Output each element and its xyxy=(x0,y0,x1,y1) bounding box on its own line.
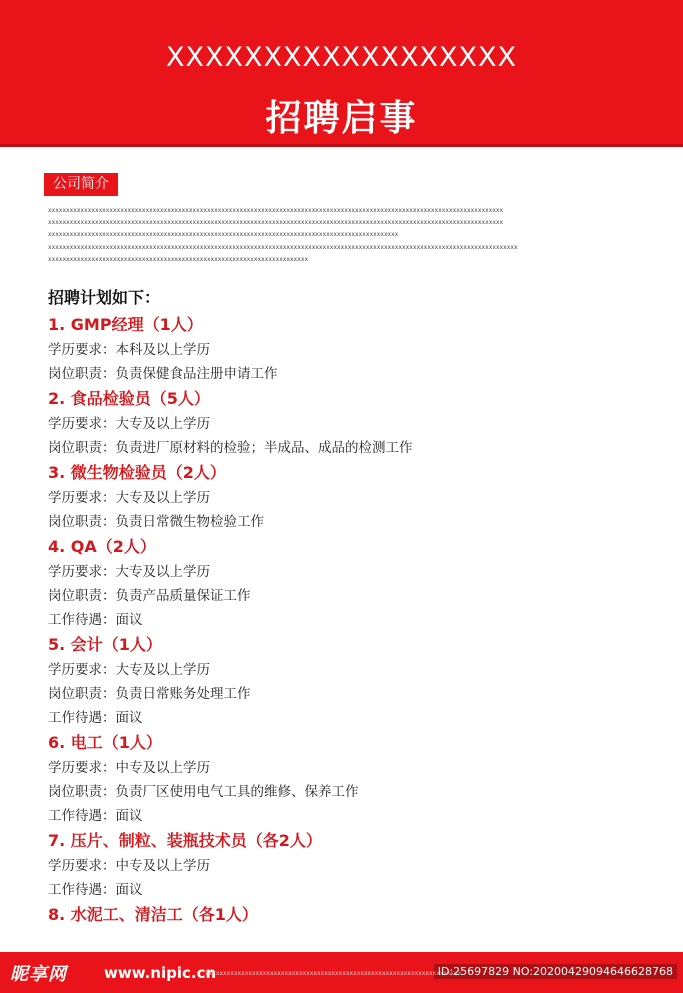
job-detail-line: 岗位职责：负责日常账务处理工作 xyxy=(48,686,251,702)
job-item xyxy=(48,460,658,534)
job-detail-line: 岗位职责：负责日常微生物检验工作 xyxy=(48,514,264,530)
watermark-url: www.nipic.cn xyxy=(104,964,217,982)
footer-watermark-bar xyxy=(0,952,683,993)
job-detail-line: 学历要求：大专及以上学历 xyxy=(48,416,210,432)
job-detail-line: 工作待遇：面议 xyxy=(48,882,143,898)
job-title: 3. 微生物检验员（2人） xyxy=(48,463,226,482)
job-detail-line: 岗位职责：负责产品质量保证工作 xyxy=(48,588,251,604)
job-item xyxy=(48,828,658,902)
job-item xyxy=(48,534,658,632)
job-item xyxy=(48,386,658,460)
job-title: 7. 压片、制粒、装瓶技术员（各2人） xyxy=(48,831,322,850)
job-title: 4. QA（2人） xyxy=(48,537,156,556)
image-id-label: ID:25697829 NO:20200429094646628768 xyxy=(434,964,677,979)
job-item xyxy=(48,632,658,730)
job-detail-line: 工作待遇：面议 xyxy=(48,808,143,824)
job-detail-line: 工作待遇：面议 xyxy=(48,612,143,628)
job-detail-line: 岗位职责：负责厂区使用电气工具的维修、保养工作 xyxy=(48,784,359,800)
intro-line: xxxxxxxxxxxxxxxxxxxxxxxxxxxxxxxxxxxxxxxxxxxxxxxxxxxxxxxxxxxxxxxxxxxxxxxxxxxxxxxxxxxxxxxxxxxxxxxxxxxxxxxxxxxxxxxxxxxxxxxxxxxxxxxxxx xyxy=(48,243,518,251)
job-detail-line: 学历要求：大专及以上学历 xyxy=(48,490,210,506)
intro-line: xxxxxxxxxxxxxxxxxxxxxxxxxxxxxxxxxxxxxxxxxxxxxxxxxxxxxxxxxxxxxxxxxxxxxxxxxxxxxxxxxxxxxxxxxxxxxxxxxxxxxxxxxxxxxxxxxxxxxxxxxxxxxx xyxy=(48,219,504,227)
job-detail-line: 岗位职责：负责保健食品注册申请工作 xyxy=(48,366,278,382)
job-detail-line: 学历要求：本科及以上学历 xyxy=(48,342,210,358)
job-detail-line: 学历要求：大专及以上学历 xyxy=(48,564,210,580)
job-title: 8. 水泥工、清洁工（各1人） xyxy=(48,905,258,924)
job-list xyxy=(48,312,658,928)
intro-line: xxxxxxxxxxxxxxxxxxxxxxxxxxxxxxxxxxxxxxxxxxxxxxxxxxxxxxxxxxxxxxxxxxxxxxxx xyxy=(48,255,309,263)
job-title: 6. 电工（1人） xyxy=(48,733,162,752)
page-title: 招聘启事 xyxy=(265,98,418,139)
job-detail-line: 学历要求：中专及以上学历 xyxy=(48,760,210,776)
header-banner xyxy=(0,0,683,147)
job-item xyxy=(48,730,658,828)
job-detail-line: 学历要求：大专及以上学历 xyxy=(48,662,210,678)
intro-line: xxxxxxxxxxxxxxxxxxxxxxxxxxxxxxxxxxxxxxxxxxxxxxxxxxxxxxxxxxxxxxxxxxxxxxxxxxxxxxxxxxxxxxxxxxxxxxxxx xyxy=(48,231,399,239)
job-item xyxy=(48,902,658,928)
job-detail-line: 岗位职责：负责进厂原材料的检验；半成品、成品的检测工作 xyxy=(48,440,413,456)
recruitment-plan-heading: 招聘计划如下： xyxy=(48,288,161,307)
job-detail-line: 学历要求：中专及以上学历 xyxy=(48,858,210,874)
job-title: 1. GMP经理（1人） xyxy=(48,315,203,334)
watermark-logo: 昵享网 xyxy=(10,964,67,985)
footer-filler-text: xxxxxxxxxxxxxxxxxxxxxxxxxxxxxxxxxxxxxxxxxxxxxxxxxxxxxxxxxxxxxxxxxxxxxxx xyxy=(205,970,462,977)
job-title: 5. 会计（1人） xyxy=(48,635,162,654)
company-intro-label: 公司简介 xyxy=(44,173,118,196)
job-detail-line: 工作待遇：面议 xyxy=(48,710,143,726)
company-intro-text xyxy=(48,205,648,266)
company-name-placeholder: XXXXXXXXXXXXXXXXXX xyxy=(166,42,517,73)
intro-line: xxxxxxxxxxxxxxxxxxxxxxxxxxxxxxxxxxxxxxxxxxxxxxxxxxxxxxxxxxxxxxxxxxxxxxxxxxxxxxxxxxxxxxxxxxxxxxxxxxxxxxxxxxxxxxxxxxxxxxxxxxxxxx xyxy=(48,207,504,214)
job-title: 2. 食品检验员（5人） xyxy=(48,389,210,408)
job-item xyxy=(48,312,658,386)
